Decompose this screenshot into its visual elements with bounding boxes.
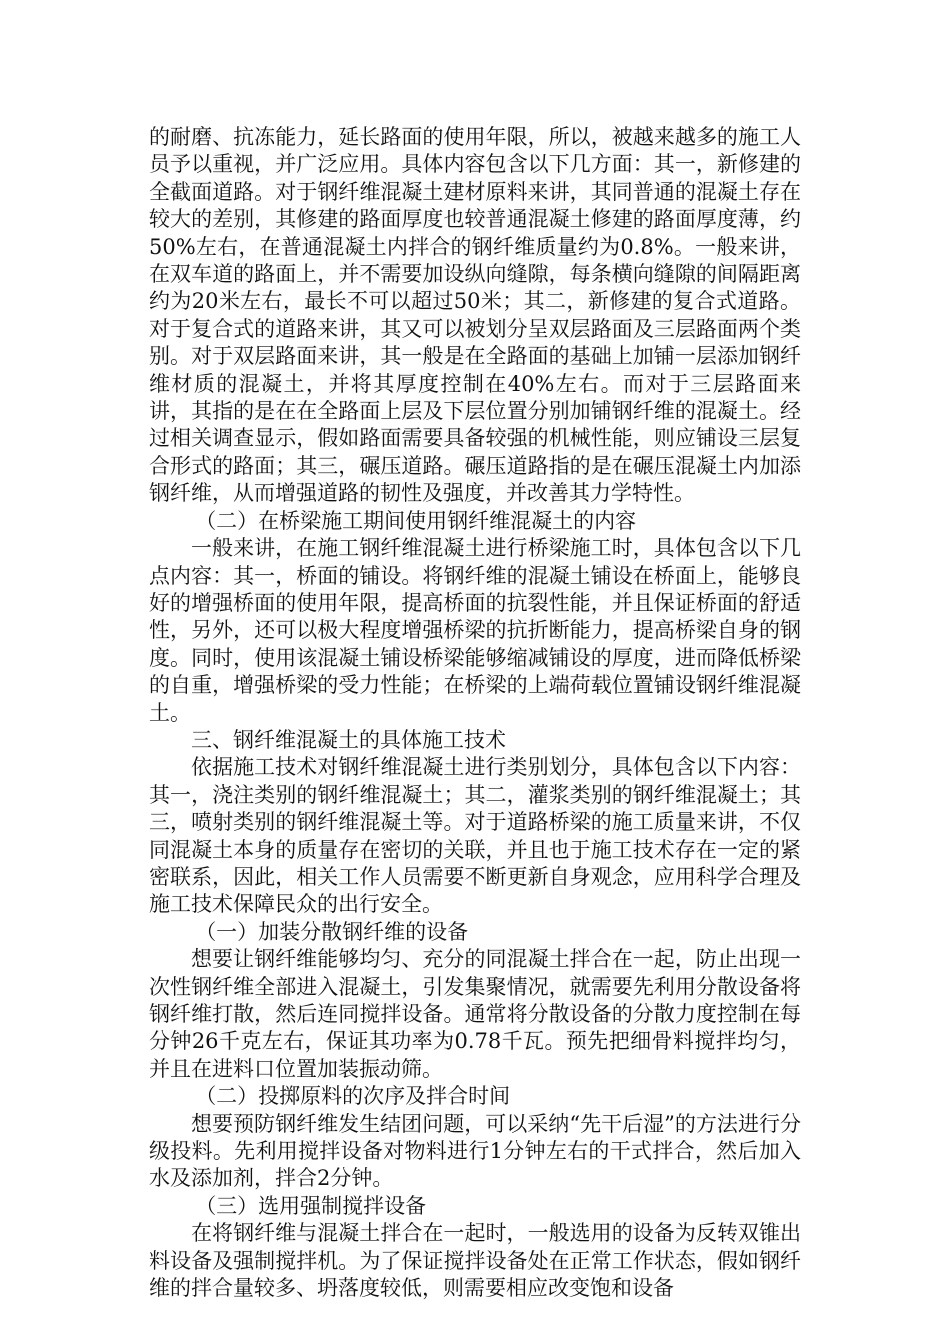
- paragraph-road-applications: 的耐磨、抗冻能力，延长路面的使用年限，所以，被越来越多的施工人员予以重视，并广泛应用。具体内容包含以下几方面：其一，新修建的全截面道路。对于钢纤维混凝土建材原料来讲，其同普通的混凝土存在较大的差别，其修建的路面厚度也较普通混凝土修建的路面厚度薄，约50%左右，在普通混凝土内拌合的钢纤维质量约为0.8%。一般来讲，在双车道的路面上，并不需要加设纵向缝隙，每条横向缝隙的间隔距离约为20米左右，最长不可以超过50米；其二，新修建的复合式道路。对于复合式的道路来讲，其又可以被划分呈双层路面及三层路面两个类别。对于双层路面来讲，其一般是在全路面的基础上加铺一层添加钢纤维材质的混凝土，并将其厚度控制在40%左右。而对于三层路面来讲，其指的是在在全路面上层及下层位置分别加铺钢纤维的混凝土。经过相关调查显示，假如路面需要具备较强的机械性能，则应铺设三层复合形式的路面；其三，碾压道路。碾压道路指的是在碾压混凝土内加添钢纤维，从而增强道路的韧性及强度，并改善其力学特性。: [149, 125, 801, 506]
- heading-construction-techniques: 三、钢纤维混凝土的具体施工技术: [191, 727, 506, 752]
- subheading-feeding-order: （二）投掷原料的次序及拌合时间: [195, 1084, 511, 1109]
- subheading-forced-mixer: （三）选用强制搅拌设备: [195, 1193, 427, 1218]
- subheading-bridge-content: （二）在桥梁施工期间使用钢纤维混凝土的内容: [195, 508, 637, 533]
- document-page: [149, 124, 801, 1302]
- paragraph-bridge-content: 一般来讲，在施工钢纤维混凝土进行桥梁施工时，具体包含以下几点内容：其一，桥面的铺设。将钢纤维的混凝土铺设在桥面上，能够良好的增强桥面的使用年限，提高桥面的抗裂性能，并且保证桥面的舒适性，另外，还可以极大程度增强桥梁的抗折断能力，提高桥梁自身的钢度。同时，使用该混凝土铺设桥梁能够缩减铺设的厚度，进而降低桥梁的自重，增强桥梁的受力性能；在桥梁的上端荷载位置铺设钢纤维混凝土。: [149, 536, 801, 725]
- paragraph-dispersing-equipment: 想要让钢纤维能够均匀、充分的同混凝土拌合在一起，防止出现一次性钢纤维全部进入混凝土，引发集聚情况，就需要先利用分散设备将钢纤维打散，然后连同搅拌设备。通常将分散设备的分散力度控制在每分钟26千克左右，保证其功率为0.78千瓦。预先把细骨料搅拌均匀，并且在进料口位置加装振动筛。: [149, 947, 801, 1081]
- paragraph-construction-techniques: 依据施工技术对钢纤维混凝土进行类别划分，具体包含以下内容：其一，浇注类别的钢纤维混凝土；其二，灌浆类别的钢纤维混凝土；其三，喷射类别的钢纤维混凝土等。对于道路桥梁的施工质量来讲，不仅同混凝土本身的质量存在密切的关联，并且也于施工技术存在一定的紧密联系，因此，相关工作人员需要不断更新自身观念，应用科学合理及施工技术保障民众的出行安全。: [149, 755, 801, 917]
- subheading-dispersing-equipment: （一）加装分散钢纤维的设备: [195, 919, 469, 944]
- paragraph-feeding-order: 想要预防钢纤维发生结团问题，可以采纳“先干后湿”的方法进行分级投料。先利用搅拌设备对物料进行1分钟左右的干式拌合，然后加入水及添加剂，拌合2分钟。: [149, 1111, 801, 1191]
- paragraph-forced-mixer: 在将钢纤维与混凝土拌合在一起时，一般选用的设备为反转双锥出料设备及强制搅拌机。为了保证搅拌设备处在正常工作状态，假如钢纤维的拌合量较多、坍落度较低，则需要相应改变饱和设备: [149, 1221, 801, 1301]
